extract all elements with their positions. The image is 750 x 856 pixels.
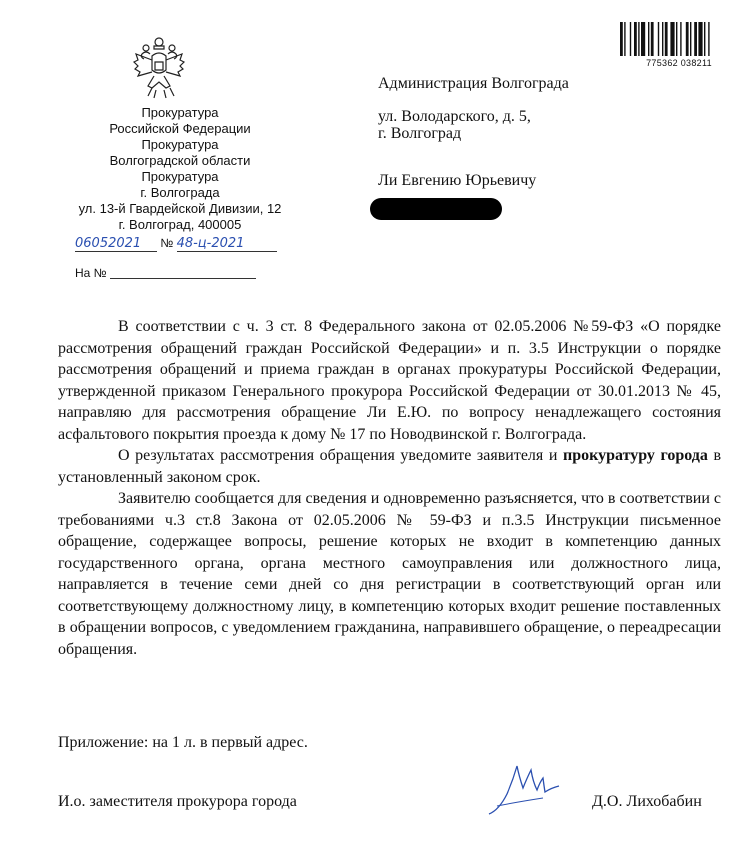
signatory-role: И.о. заместителя прокурора города	[58, 793, 297, 810]
recipient-organization: Администрация Волгограда	[378, 75, 569, 92]
signatory-name: Д.О. Лихобабин	[592, 793, 702, 810]
recipient-person: Ли Евгению Юрьевичу	[378, 172, 537, 189]
outgoing-date: 06052021	[75, 236, 157, 252]
outgoing-registration	[75, 236, 277, 252]
body-paragraph-2	[58, 445, 721, 488]
redaction-mark	[370, 198, 502, 220]
outgoing-number: 48-ц-2021	[177, 236, 277, 252]
sender-organization-block	[40, 105, 320, 233]
recipient-street: ул. Володарского, д. 5,	[378, 108, 531, 125]
number-label: №	[160, 236, 174, 250]
p2-bold: прокуратуру города	[562, 447, 708, 464]
org-line: Прокуратура	[141, 105, 219, 120]
p2-start: О результатах рассмотрения обращения уведомите заявителя и	[118, 447, 558, 464]
p2-end: в установленный законом срок.	[58, 447, 722, 486]
org-line: Волгоградской области	[109, 153, 251, 168]
reply-to-line	[75, 266, 256, 280]
reply-label: На №	[75, 266, 107, 280]
recipient-city: г. Волгоград	[378, 125, 462, 142]
org-line: г. Волгограда	[140, 185, 220, 200]
attachment-note: Приложение: на 1 л. в первый адрес.	[58, 734, 308, 751]
coat-of-arms-emblem	[128, 36, 190, 102]
body-paragraph-1: В соответствии с ч. 3 ст. 8 Федерального закона от 02.05.2006 №59-ФЗ «О порядке рассмотрения обращений граждан Российской Федерации» и п. 3.5 Инструкции о порядке рассмотрения обращений и приема граждан в органах прокуратуры Российской Федерации, утвержденной приказом Генерального прокурора Российской Федерации от 30.01.2013 № 45, направляю для рассмотрения обращение Ли Е.Ю. по вопросу ненадлежащего состояния асфальтового покрытия проезда к дому № 17 по Новодвинской г. Волгограда.	[58, 318, 721, 443]
reply-number-blank	[110, 266, 256, 279]
letter-body	[58, 316, 721, 660]
barcode-digits: 775362 038211	[646, 58, 712, 68]
handwritten-signature	[485, 762, 565, 820]
org-line: Прокуратура	[141, 137, 219, 152]
body-paragraph-3: Заявителю сообщается для сведения и одновременно разъясняется, что в соответствии с требованиями ч.3 ст.8 Закона от 02.05.2006 № 59-ФЗ и п.3.5 Инструкции письменное обращение, содержащее вопросы, решение которых не входит в компетенцию данных государственного органа, органа местного самоуправления или должностного лица, направляется в течение семи дней со дня регистрации в соответствующий орган или соответствующему должностному лицу, в компетенцию которых входит решение поставленных в обращении вопросов, с уведомлением гражданина, направившего обращение, о переадресации обращения.	[58, 490, 721, 658]
org-line: Российской Федерации	[109, 121, 251, 136]
org-line: Прокуратура	[141, 169, 219, 184]
org-line: г. Волгоград, 400005	[118, 217, 242, 232]
org-line: ул. 13-й Гвардейской Дивизии, 12	[78, 201, 282, 216]
